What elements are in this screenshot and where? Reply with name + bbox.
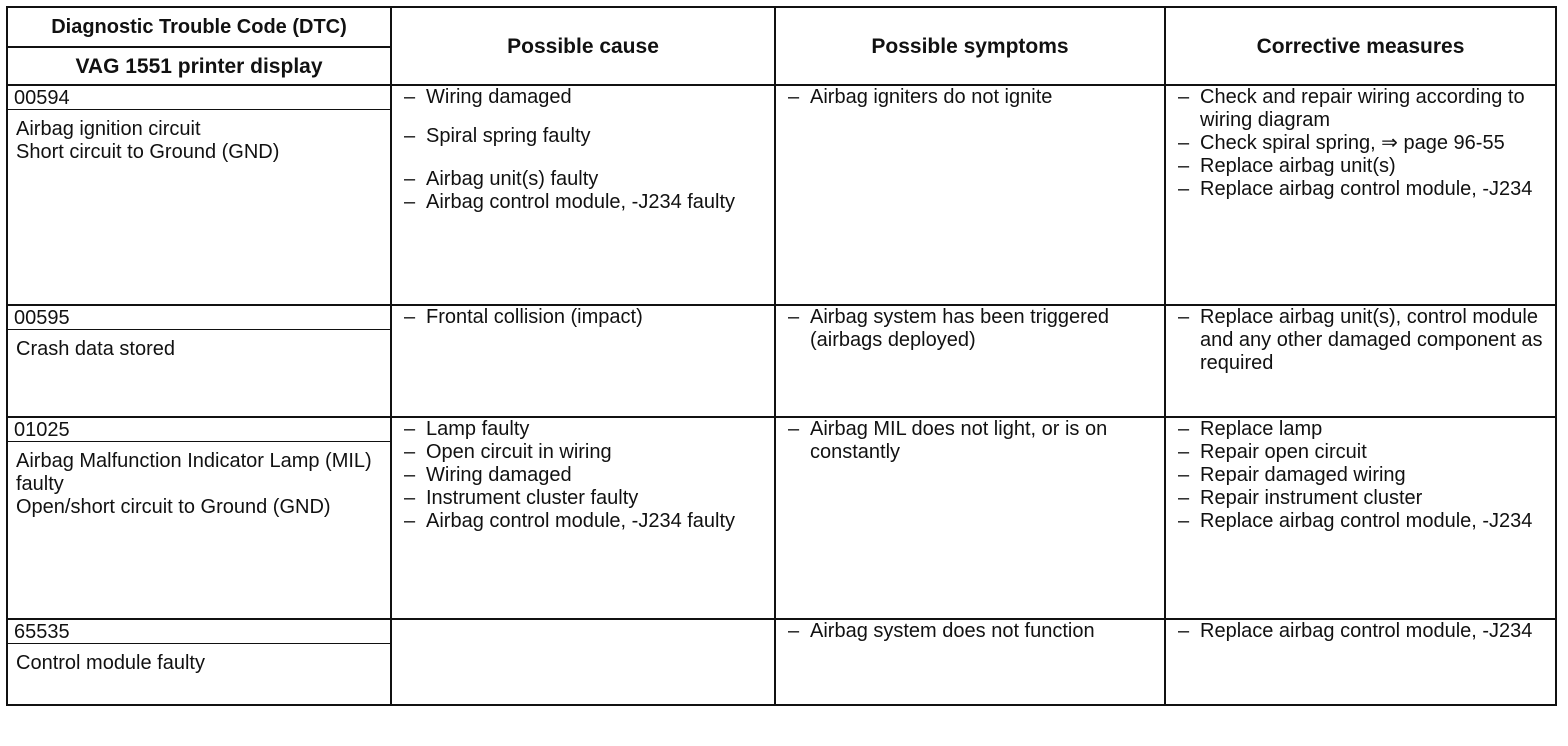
- description-line: Airbag Malfunction Indicator Lamp (MIL) faulty: [16, 450, 372, 495]
- list-item: – Airbag control module, -J234 faulty: [404, 510, 764, 533]
- symptoms-cell: [775, 305, 1165, 417]
- spacer: [404, 109, 764, 125]
- list-item: – Wiring damaged: [404, 464, 764, 487]
- dtc-code: 00594: [8, 86, 390, 110]
- description-line: Airbag ignition circuit: [16, 118, 201, 140]
- description-line: Short circuit to Ground (GND): [16, 141, 280, 163]
- dtc-cell: [7, 417, 391, 619]
- header-row: [7, 7, 1556, 47]
- symptoms-list: [776, 418, 1164, 464]
- list-item: – Instrument cluster faulty: [404, 487, 764, 510]
- dtc-cell: [7, 619, 391, 705]
- list-item: – Replace airbag unit(s), control module and any other damaged component as required: [1178, 306, 1545, 375]
- dtc-description: [8, 330, 390, 361]
- list-item: – Open circuit in wiring: [404, 441, 764, 464]
- measures-list: [1166, 418, 1555, 533]
- symptoms-cell: [775, 85, 1165, 305]
- list-item: – Airbag unit(s) faulty: [404, 168, 764, 191]
- table-row: [7, 85, 1556, 305]
- list-item: – Frontal collision (impact): [404, 306, 764, 329]
- cause-list: [392, 306, 774, 329]
- dtc-code: 00595: [8, 306, 390, 330]
- cause-cell: [391, 619, 775, 705]
- dtc-table: [6, 6, 1557, 706]
- list-item: – Replace airbag control module, -J234: [1178, 620, 1545, 643]
- dtc-description: [8, 644, 390, 675]
- list-item: – Check and repair wiring according to wiring diagram: [1178, 86, 1545, 132]
- symptoms-list: [776, 620, 1164, 643]
- list-item: – Replace airbag control module, -J234: [1178, 510, 1545, 533]
- table-row: [7, 417, 1556, 619]
- measures-cell: [1165, 619, 1556, 705]
- description-line: Control module faulty: [16, 652, 205, 674]
- cause-list: [392, 418, 774, 533]
- cause-cell: [391, 85, 775, 305]
- symptoms-cell: [775, 417, 1165, 619]
- symptoms-cell: [775, 619, 1165, 705]
- list-item: – Replace airbag control module, -J234: [1178, 178, 1545, 201]
- list-item: – Lamp faulty: [404, 418, 764, 441]
- symptoms-list: [776, 306, 1164, 352]
- dtc-cell: [7, 305, 391, 417]
- list-item: – Replace lamp: [1178, 418, 1545, 441]
- list-item: – Airbag igniters do not ignite: [788, 86, 1154, 109]
- cause-header: Possible cause: [391, 7, 775, 85]
- list-item: – Replace airbag unit(s): [1178, 155, 1545, 178]
- measures-cell: [1165, 305, 1556, 417]
- list-item: – Repair instrument cluster: [1178, 487, 1545, 510]
- dtc-description: [8, 110, 390, 164]
- measures-list: [1166, 86, 1555, 201]
- measures-list: [1166, 306, 1555, 375]
- list-item: – Check spiral spring, ⇒ page 96-55: [1178, 132, 1545, 155]
- symptoms-header: Possible symptoms: [775, 7, 1165, 85]
- list-item: – Repair open circuit: [1178, 441, 1545, 464]
- table-row: [7, 305, 1556, 417]
- measures-list: [1166, 620, 1555, 643]
- table-row: [7, 619, 1556, 705]
- dtc-code: 01025: [8, 418, 390, 442]
- cause-cell: [391, 417, 775, 619]
- list-item: – Airbag system does not function: [788, 620, 1154, 643]
- measures-cell: [1165, 85, 1556, 305]
- list-item: – Airbag MIL does not light, or is on constantly: [788, 418, 1154, 464]
- measures-cell: [1165, 417, 1556, 619]
- list-item: – Wiring damaged: [404, 86, 764, 109]
- description-line: Open/short circuit to Ground (GND): [16, 496, 331, 518]
- cause-list: [392, 86, 774, 214]
- list-item: – Repair damaged wiring: [1178, 464, 1545, 487]
- dtc-code: 65535: [8, 620, 390, 644]
- dtc-header: Diagnostic Trouble Code (DTC): [7, 7, 391, 47]
- dtc-cell: [7, 85, 391, 305]
- printer-display-header: VAG 1551 printer display: [7, 47, 391, 85]
- list-item: – Airbag control module, -J234 faulty: [404, 191, 764, 214]
- dtc-description: [8, 442, 390, 519]
- cause-cell: [391, 305, 775, 417]
- list-item: – Airbag system has been triggered (airbags deployed): [788, 306, 1154, 352]
- measures-header: Corrective measures: [1165, 7, 1556, 85]
- description-line: Crash data stored: [16, 338, 175, 360]
- symptoms-list: [776, 86, 1164, 109]
- spacer: [404, 148, 764, 168]
- list-item: – Spiral spring faulty: [404, 125, 764, 148]
